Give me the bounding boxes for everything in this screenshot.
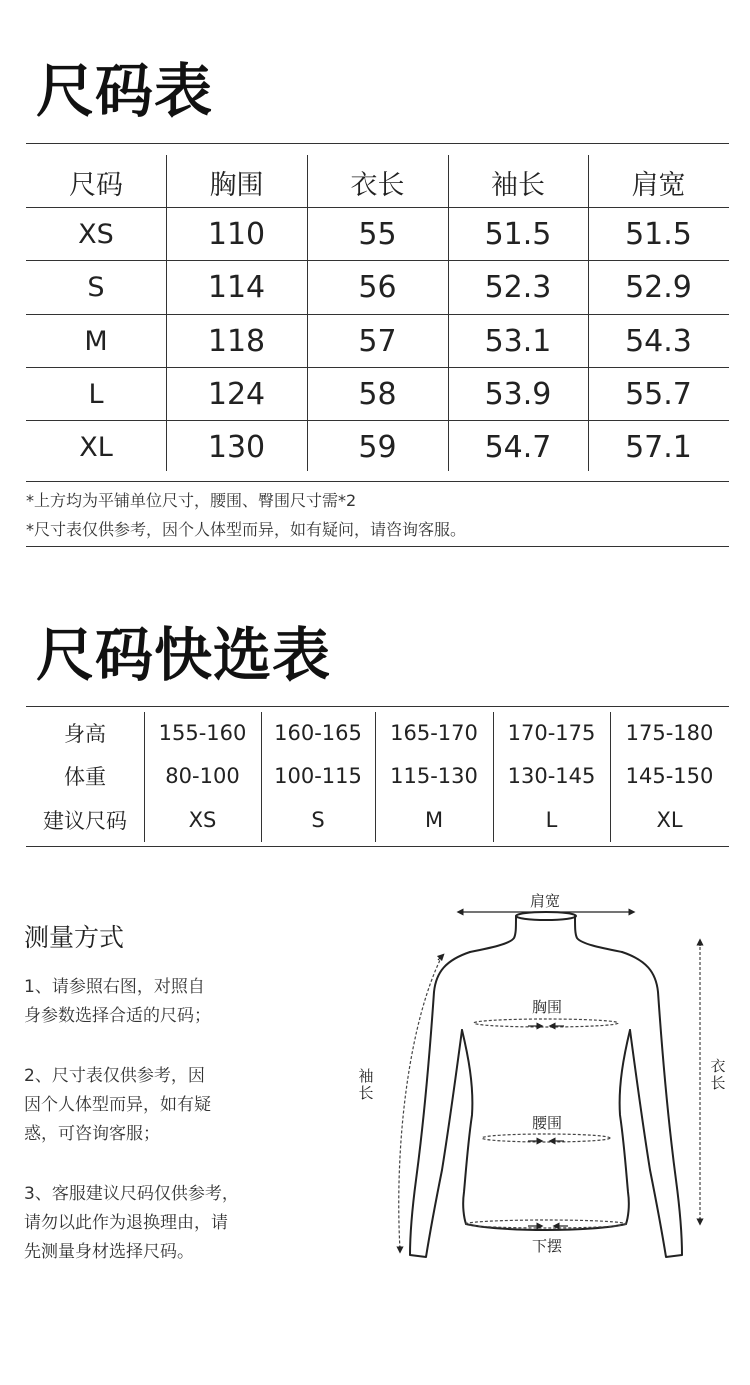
cell-suggested-size: S	[311, 807, 325, 832]
header-shoulder: 肩宽	[631, 169, 686, 201]
cell-height: 175-180	[625, 721, 714, 745]
size-table-title: 尺码表	[36, 57, 214, 125]
label-waist: 腰围	[532, 1114, 563, 1132]
cell-chest: 118	[207, 323, 266, 359]
label-chest: 胸围	[532, 998, 563, 1016]
table-border-top	[26, 706, 729, 707]
cell-height: 165-170	[390, 721, 478, 745]
cell-sleeve: 53.9	[484, 376, 552, 412]
quick-table-title: 尺码快选表	[36, 621, 332, 689]
cell-size: XL	[79, 431, 113, 463]
cell-sleeve: 52.3	[484, 270, 552, 305]
measure-text-line: 身参数选择合适的尺码；	[24, 1006, 211, 1026]
cell-shoulder: 57.1	[625, 429, 692, 465]
notes-divider	[26, 546, 729, 547]
header-sleeve: 袖长	[491, 169, 545, 201]
table-border-top	[26, 143, 729, 144]
cell-chest: 110	[207, 216, 266, 252]
cell-chest: 124	[207, 376, 266, 412]
label-length: 衣长	[710, 1057, 726, 1092]
measure-text-line: 1、请参照右图，对照自	[24, 977, 205, 997]
measure-text-line: 惑，可咨询客服；	[24, 1124, 160, 1144]
row-label-weight: 体重	[64, 764, 106, 789]
cell-size: S	[87, 272, 105, 303]
cell-weight: 130-145	[507, 763, 596, 788]
cell-length: 56	[358, 270, 397, 305]
measure-text-line: 3、客服建议尺码仅供参考，	[24, 1184, 239, 1204]
cell-suggested-size: L	[545, 807, 558, 832]
header-size: 尺码	[69, 169, 123, 201]
measure-text-line: 2、尺寸表仅供参考，因	[24, 1066, 205, 1086]
cell-suggested-size: XS	[188, 807, 217, 832]
cell-sleeve: 51.5	[484, 216, 552, 252]
cell-height: 160-165	[274, 721, 362, 745]
garment-outline-icon	[350, 880, 750, 1280]
cell-suggested-size: M	[424, 807, 444, 832]
measure-step-3	[24, 1180, 284, 1267]
cell-shoulder: 55.7	[625, 376, 692, 412]
cell-shoulder: 51.5	[625, 216, 692, 252]
measure-text-line: 请勿以此作为退换理由，请	[24, 1213, 228, 1233]
table-note: *尺寸表仅供参考，因个人体型而异，如有疑问，请咨询客服。	[26, 520, 467, 539]
cell-chest: 114	[207, 270, 266, 305]
label-shoulder: 肩宽	[530, 892, 561, 910]
label-hem: 下摆	[532, 1237, 563, 1255]
cell-size: XS	[78, 218, 114, 250]
cell-length: 55	[358, 216, 397, 252]
cell-length: 58	[358, 376, 397, 412]
table-note: *上方均为平铺单位尺寸，腰围、臀围尺寸需*2	[26, 491, 357, 510]
cell-weight: 100-115	[274, 763, 362, 788]
table-border-bottom	[26, 481, 729, 482]
cell-sleeve: 53.1	[484, 323, 552, 359]
measure-text-line: 因个人体型而异，如有疑	[24, 1095, 211, 1115]
cell-weight: 80-100	[165, 763, 240, 788]
header-length: 衣长	[350, 169, 405, 201]
table-border-bottom	[26, 846, 729, 847]
cell-shoulder: 52.9	[625, 270, 692, 305]
cell-length: 59	[358, 429, 397, 465]
row-label-height: 身高	[64, 722, 106, 746]
cell-height: 170-175	[507, 721, 596, 745]
measure-text-line: 先测量身材选择尺码。	[24, 1242, 194, 1262]
cell-size: L	[88, 378, 104, 410]
cell-size: M	[84, 325, 108, 357]
cell-sleeve: 54.7	[484, 429, 552, 465]
measure-step-1	[24, 973, 284, 1031]
cell-suggested-size: XL	[656, 807, 683, 832]
cell-weight: 115-130	[390, 763, 478, 788]
cell-weight: 145-150	[625, 763, 714, 788]
measure-step-2	[24, 1062, 284, 1149]
garment-measurement-diagram	[350, 880, 750, 1280]
cell-height: 155-160	[158, 721, 247, 745]
measure-title: 测量方式	[24, 923, 125, 952]
header-chest: 胸围	[209, 169, 264, 201]
label-sleeve: 袖长	[358, 1067, 374, 1102]
row-label-suggested-size: 建议尺码	[43, 808, 127, 833]
cell-length: 57	[358, 323, 397, 359]
cell-shoulder: 54.3	[625, 323, 692, 359]
cell-chest: 130	[207, 429, 266, 465]
